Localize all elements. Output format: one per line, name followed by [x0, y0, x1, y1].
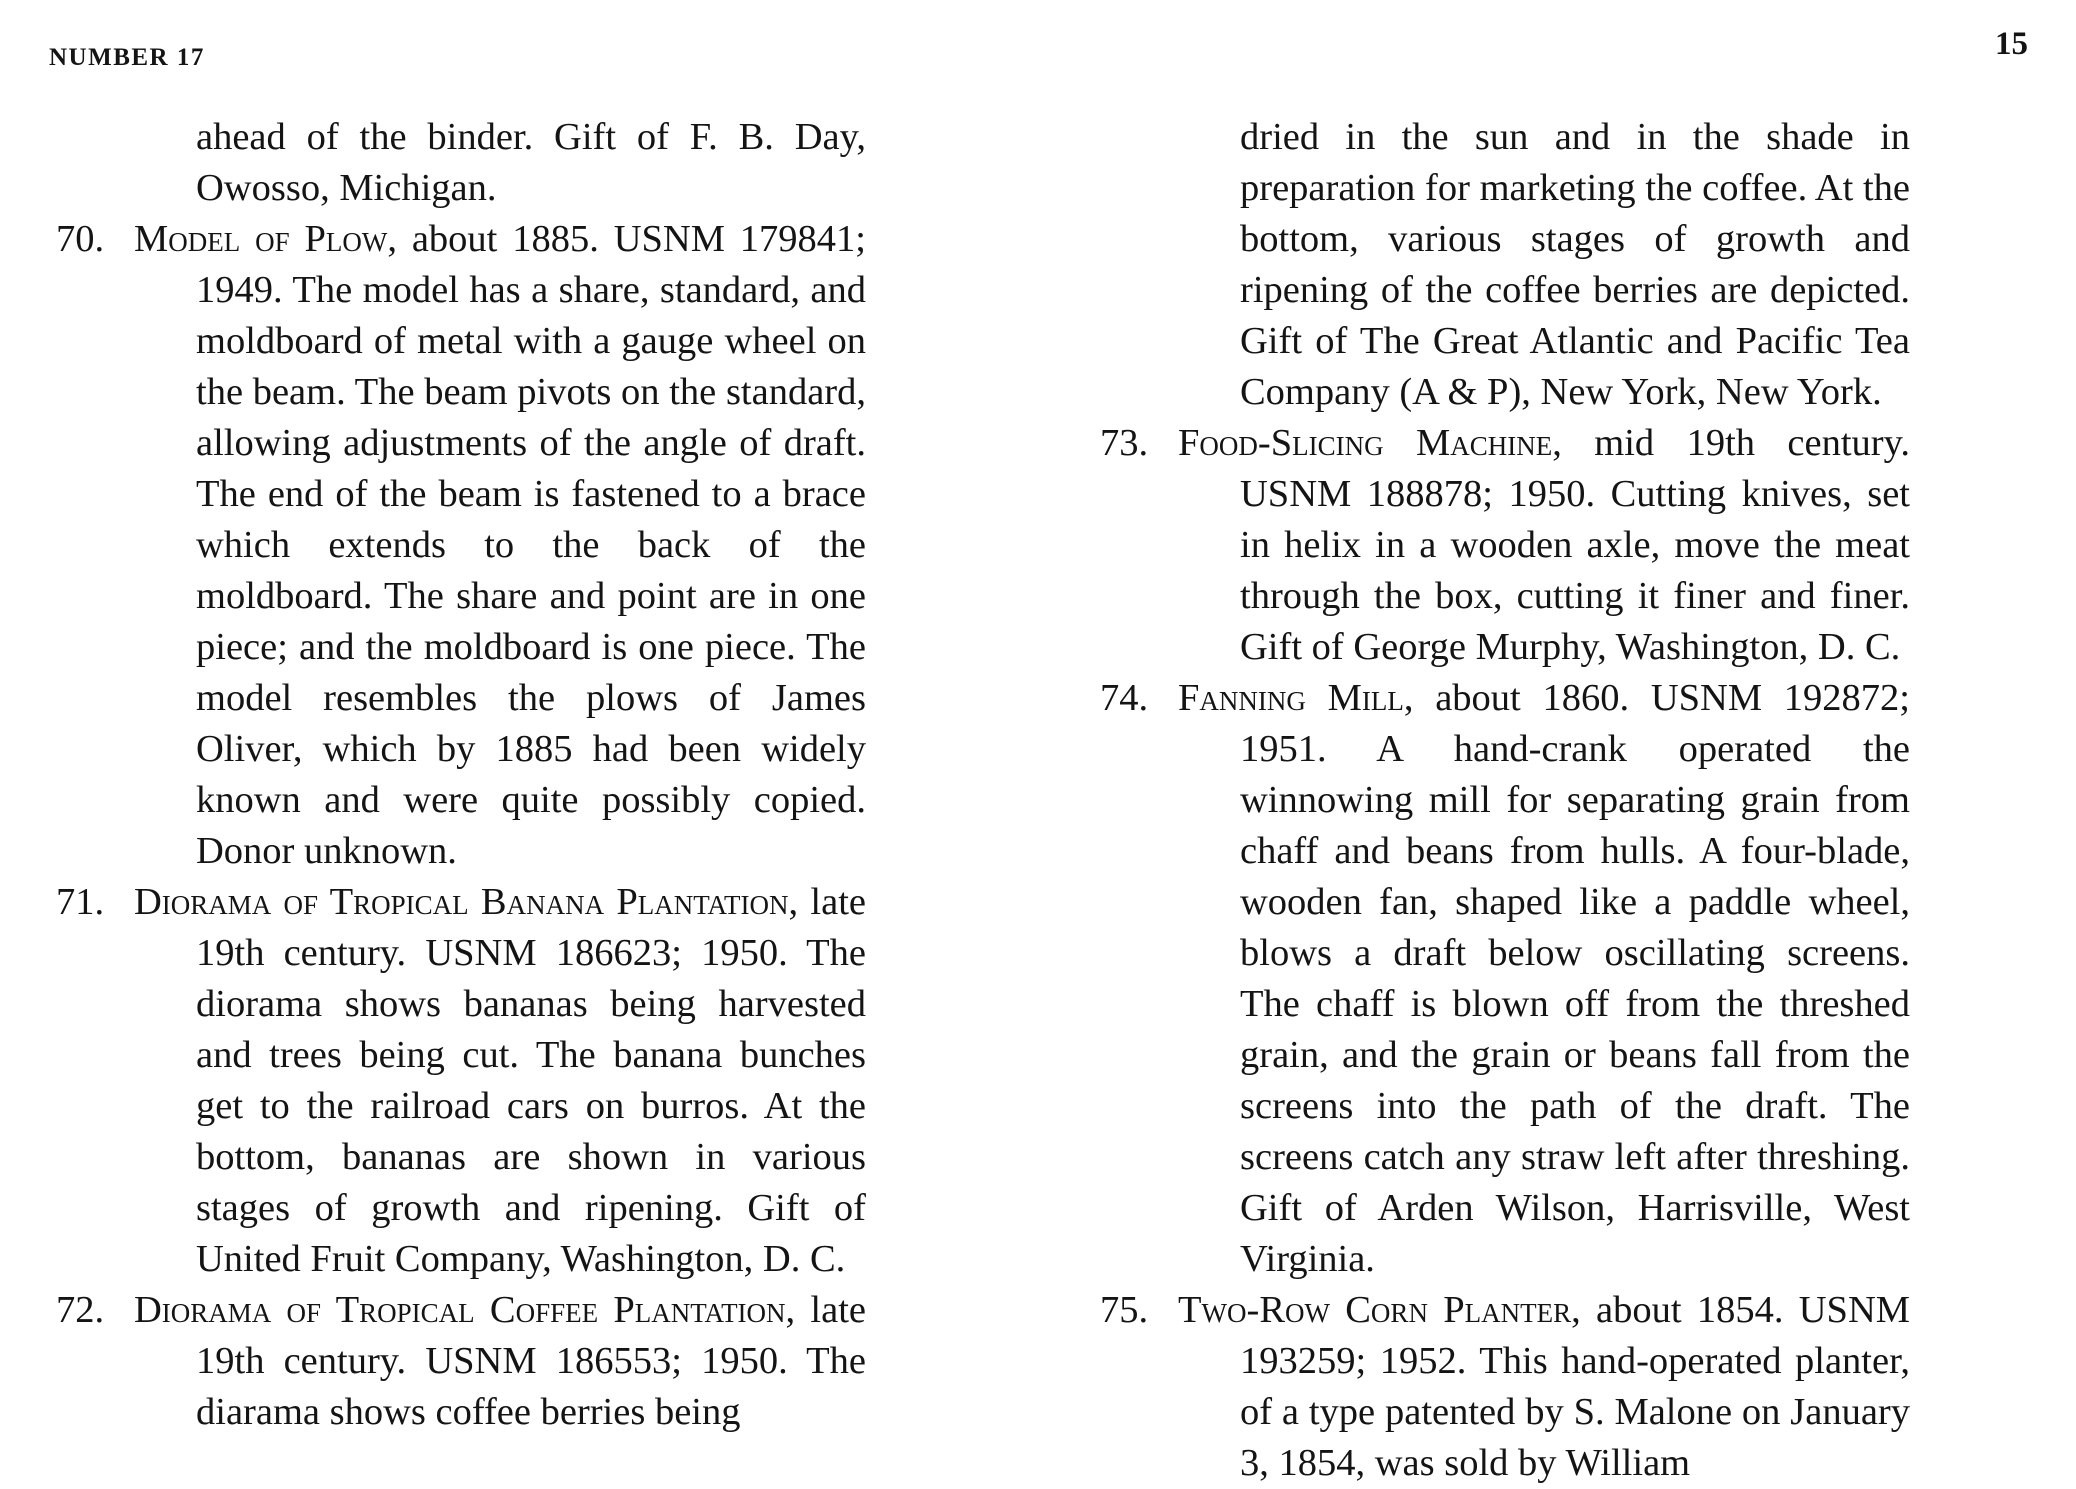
entry-number: 73.	[1100, 422, 1149, 464]
page-number: 15	[1995, 26, 2028, 62]
entry-number: 70.	[56, 218, 105, 260]
catalog-entry-75	[1100, 1285, 1910, 1489]
entry-title: Diorama of Tropical Banana Plantation,	[134, 881, 799, 923]
catalog-entry-71	[56, 877, 866, 1285]
entry-number: 71.	[56, 881, 105, 923]
entry-number: 72.	[56, 1289, 105, 1331]
entry-text: late 19th century. USNM 186623; 1950. The diorama shows bananas being harvested and trees being cut. The banana bunches get to the railroad cars on burros. At the bottom, bananas are shown in various stages of growth and ripening. Gift of United Fruit Company, Washington, D. C.	[196, 881, 866, 1280]
catalog-entry-72	[56, 1285, 866, 1438]
catalog-entry-74	[1100, 673, 1910, 1285]
entry-title: Food-Slicing Machine,	[1178, 422, 1562, 464]
entry-title: Diorama of Tropical Coffee Plantation,	[134, 1289, 796, 1331]
catalog-entry-73	[1100, 418, 1910, 673]
entry-text: mid 19th century. USNM 188878; 1950. Cutting knives, set in helix in a wooden axle, move the meat through the box, cutting it finer and finer. Gift of George Murphy, Washington, D. C.	[1240, 422, 1910, 668]
running-head: NUMBER 17	[49, 44, 205, 71]
entry-text: about 1854. USNM 193259; 1952. This hand-operated planter, of a type patented by S. Malone on January 3, 1854, was sold by William	[1240, 1289, 1910, 1484]
continuation-text: dried in the sun and in the shade in preparation for marketing the coffee. At the bottom, various stages of growth and ripening of the coffee berries are depicted. Gift of The Great Atlantic and Pacific Tea Company (A & P), New York, New York.	[1240, 116, 1910, 413]
left-column	[56, 112, 866, 1438]
right-column	[1100, 112, 1910, 1489]
entry-text: about 1860. USNM 192872; 1951. A hand-crank operated the winnowing mill for separating grain from chaff and beans from hulls. A four-blade, wooden fan, shaped like a paddle wheel, blows a draft below oscillating screens. The chaff is blown off from the threshed grain, and the grain or beans fall from the screens into the path of the draft. The screens catch any straw left after threshing. Gift of Arden Wilson, Harrisville, West Virginia.	[1240, 677, 1911, 1280]
entry-number: 75.	[1100, 1289, 1149, 1331]
entry-title: Fanning Mill,	[1178, 677, 1414, 719]
entry-text: about 1885. USNM 179841; 1949. The model has a share, standard, and moldboard of metal with a gauge wheel on the beam. The beam pivots on the standard, allowing adjustments of the angle of draft. The end of the beam is fastened to a brace which extends to the back of the moldboard. The share and point are in one piece; and the moldboard is one piece. The model resembles the plows of James Oliver, which by 1885 had been widely known and were quite possibly copied. Donor unknown.	[196, 218, 867, 872]
entry-text: late 19th century. USNM 186553; 1950. The diarama shows coffee berries being	[196, 1289, 866, 1433]
entry-title: Two-Row Corn Planter,	[1178, 1289, 1581, 1331]
catalog-entry-70	[56, 214, 866, 877]
continuation-text: ahead of the binder. Gift of F. B. Day, Owosso, Michigan.	[196, 116, 866, 209]
entry-number: 74.	[1100, 677, 1149, 719]
entry-title: Model of Plow,	[134, 218, 397, 260]
